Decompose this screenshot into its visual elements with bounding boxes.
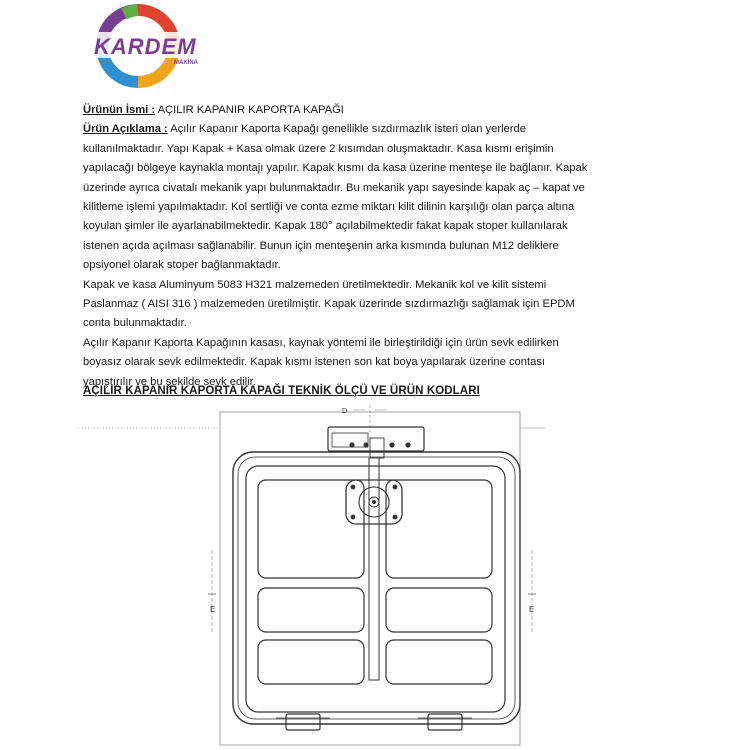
desc-line: kilitleme işlemi yapılmaktadır. Kol sertliği ve conta ezme miktarı kilit dilinin karşılığı olan parça altına: [83, 201, 575, 214]
desc-line: kullanılmaktadır. Yapı Kapak + Kasa olmak üzere 2 kısımdan oluşmaktadır. Kasa kısmı erişimin: [83, 142, 554, 155]
desc-line: boyasız olarak sevk edilmektedir. Kapak kısmı istenen son kat boya yapılarak üzerine contası: [83, 356, 546, 369]
desc-line: üzerinde ayrıca civatalı mekanik yapı bulunmaktadır. Bu mekanik yapı sayesinde kapak aç – kapat ve: [83, 181, 585, 194]
label-e-right: E: [529, 605, 535, 614]
desc-line: yapılacağı bölgeye kaynakla montajı yapılır. Kapak kısmı da kasa üzerine menteşe ile bağlanır. Kapak: [83, 162, 588, 175]
label-e-left: E: [210, 605, 216, 614]
desc-line: opsiyonel olarak stoper bağlanmaktadır.: [83, 259, 281, 272]
desc-line: conta bulunmaktadır.: [83, 317, 187, 330]
product-desc-label: Ürün Açıklama :: [83, 123, 168, 136]
desc-line: koyulan şimler ile ayarlanabilmektedir. Kapak 180° açılabilmektedir fakat kapak stoper kullanılarak: [83, 220, 568, 233]
desc-line: Ürün Açıklama : Açılır Kapanır Kaporta Kapağı genellikle sızdırmazlık isteri olan yerlerde: [83, 123, 526, 136]
desc-line: yapıştırılır ve bu şekilde sevk edilir.: [83, 375, 256, 388]
technical-drawing: [70, 400, 680, 750]
rib-panel: [386, 588, 492, 632]
desc-line: Paslanmaz ( AISI 316 ) malzemeden üretilmiştir. Kapak üzerinde sızdırmazlığı sağlamak için EPDM: [83, 298, 575, 311]
desc-line: Kapak ve kasa Aluminyum 5083 H321 malzemeden üretilmektedir. Mekanik kol ve kilit sistemi: [83, 278, 547, 291]
desc-line: Açılır Kapanır Kaporta Kapağının kasası, kaynak yöntemi ile birleştirildiği için ürün sevk edilirken: [83, 336, 559, 349]
logo-sub: MAKİNA: [174, 60, 198, 66]
logo-brand: KARDEM: [94, 34, 197, 59]
kardem-logo: [84, 2, 206, 98]
product-name-value: AÇILIR KAPANIR KAPORTA KAPAĞI: [155, 104, 344, 116]
lever-bar: [369, 458, 379, 680]
rib-panel: [258, 588, 364, 632]
label-d: D: [342, 408, 348, 415]
product-description: [83, 101, 683, 392]
rib-panel: [258, 640, 364, 684]
bottom-bracket: [428, 714, 462, 730]
desc-line: istenen açıda açılması sağlanabilir. Bunun için menteşenin arka kısmında bulunan M12 deliklere: [83, 239, 559, 252]
section-title: AÇILIR KAPANIR KAPORTA KAPAĞI TEKNİK ÖLÇÜ VE ÜRÜN KODLARI: [83, 385, 480, 397]
bottom-bracket: [286, 714, 320, 730]
product-name-line: [83, 101, 683, 120]
rib-panel: [386, 640, 492, 684]
product-name-label: Ürünün İsmi :: [83, 104, 156, 116]
rib-panel: [258, 480, 364, 578]
